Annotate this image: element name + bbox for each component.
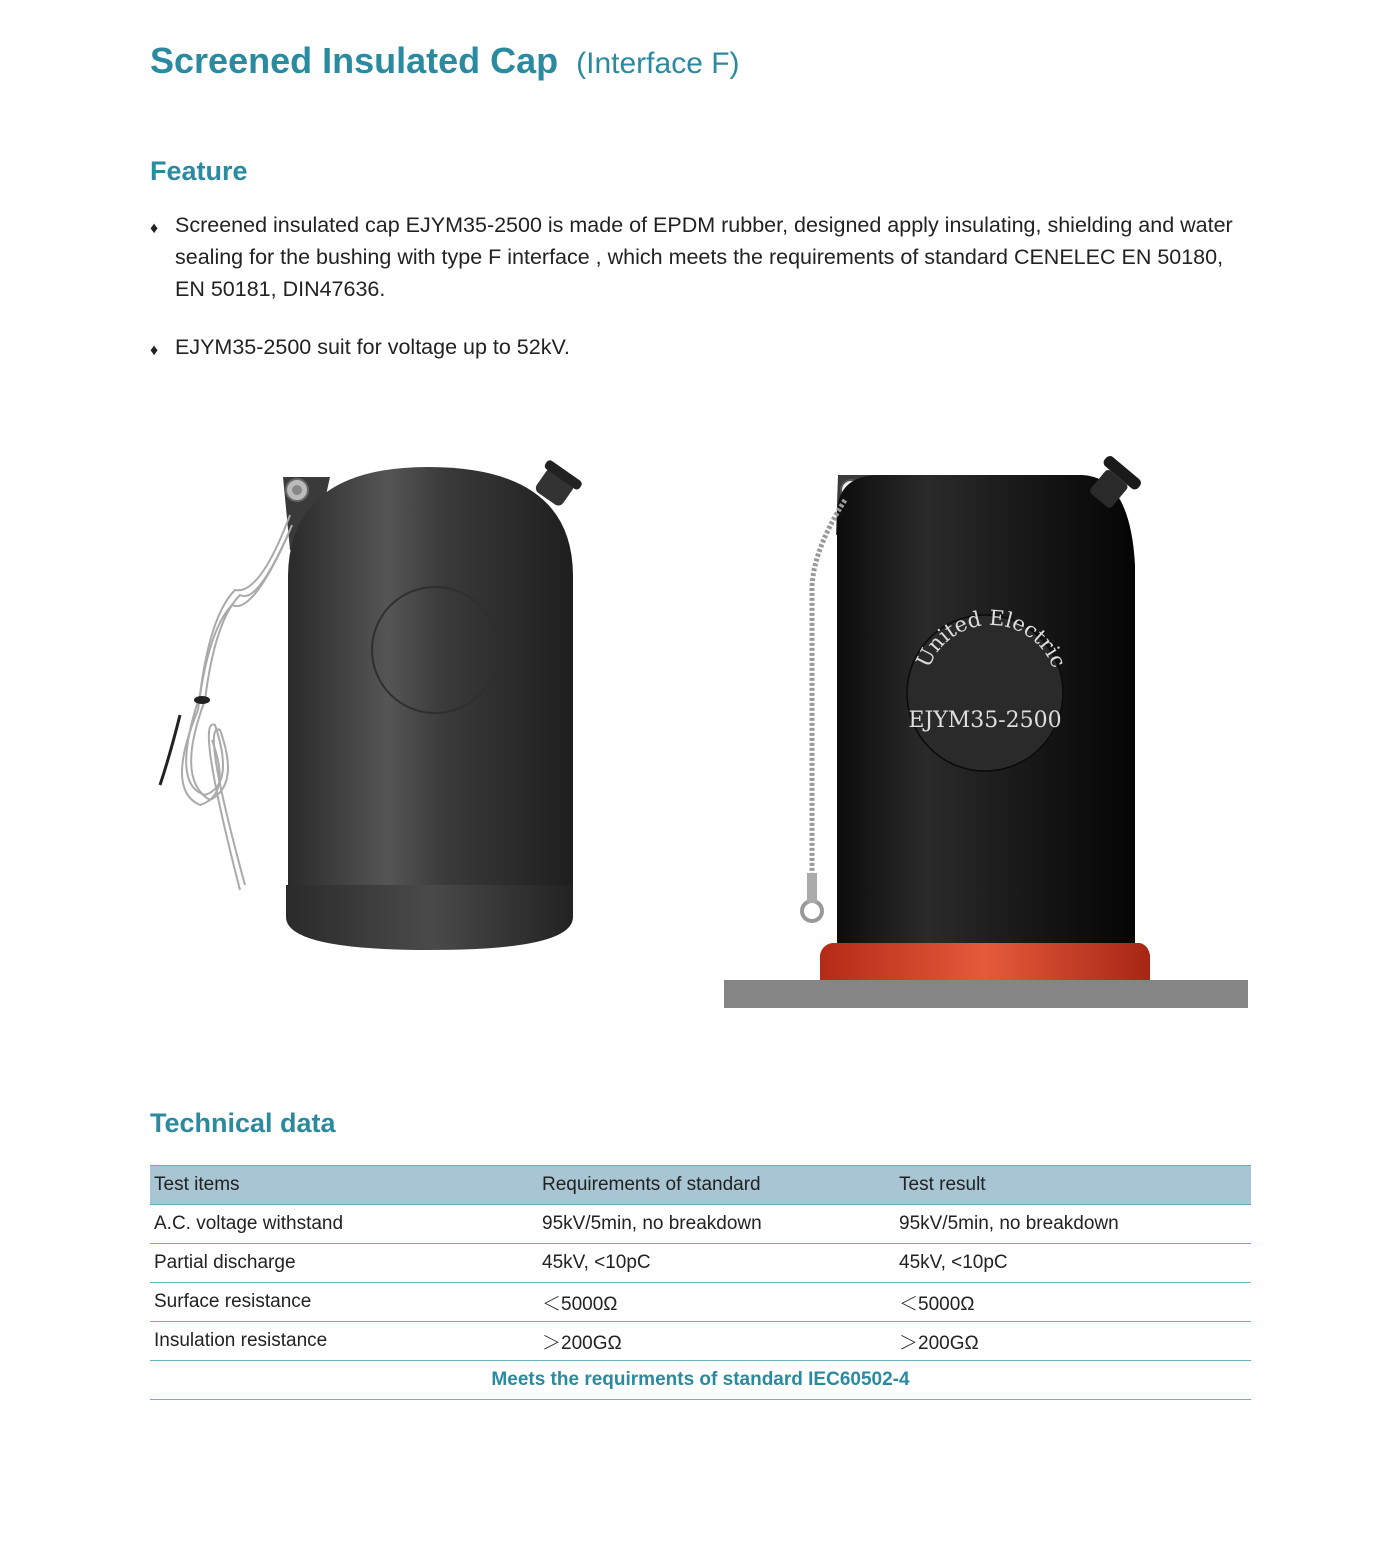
feature-heading: Feature — [150, 156, 248, 186]
table-cell: ＜5000Ω — [538, 1283, 895, 1322]
table-cell: ＞200GΩ — [538, 1322, 895, 1361]
column-header: Test result — [895, 1166, 1251, 1205]
technical-heading: Technical data — [150, 1108, 336, 1138]
feature-bullet-text: EJYM35-2500 suit for voltage up to 52kV. — [175, 335, 570, 359]
table-row — [150, 1322, 1251, 1361]
feature-bullet-1 — [150, 209, 1250, 305]
table-cell: ＜5000Ω — [895, 1283, 1251, 1322]
column-header: Requirements of standard — [538, 1166, 895, 1205]
column-header: Test items — [150, 1166, 538, 1205]
feature-bullet-text: Screened insulated cap EJYM35-2500 is made of EPDM rubber, designed apply insulating, shielding and water sealing for the bushing with type F interface , which meets the requirements of standard CENELEC EN 50180, EN 50181, DIN47636. — [175, 213, 1233, 301]
table-cell: Insulation resistance — [150, 1322, 538, 1361]
table-cell: 95kV/5min, no breakdown — [895, 1205, 1251, 1244]
table-cell: A.C. voltage withstand — [150, 1205, 538, 1244]
emblem-model-text: EJYM35-2500 — [908, 708, 1062, 733]
table-cell: Surface resistance — [150, 1283, 538, 1322]
page-title-subtitle: (Interface F) — [576, 47, 740, 80]
diamond-bullet-icon: ♦ — [150, 342, 159, 359]
table-row — [150, 1283, 1251, 1322]
cap-photo-icon — [140, 455, 600, 965]
technical-data-table — [150, 1165, 1251, 1400]
page-title — [150, 40, 740, 82]
cap-drawing — [720, 455, 1252, 1015]
cap-drawing-icon — [720, 455, 1252, 1015]
table-cell: 95kV/5min, no breakdown — [538, 1205, 895, 1244]
table-header-row — [150, 1166, 1251, 1205]
standard-note: Meets the requirments of standard IEC60502-4 — [150, 1361, 1251, 1400]
table-row — [150, 1244, 1251, 1283]
diamond-bullet-icon: ♦ — [150, 220, 159, 237]
feature-bullet-2 — [150, 331, 1250, 363]
table-cell: Partial discharge — [150, 1244, 538, 1283]
page-title-main: Screened Insulated Cap — [150, 40, 559, 81]
cap-photo — [140, 455, 600, 965]
table-cell: 45kV, <10pC — [538, 1244, 895, 1283]
table-cell: 45kV, <10pC — [895, 1244, 1251, 1283]
table-note-row — [150, 1361, 1251, 1400]
table-cell: ＞200GΩ — [895, 1322, 1251, 1361]
emblem-brand-text: United Electric — [911, 605, 1071, 672]
table-row — [150, 1205, 1251, 1244]
